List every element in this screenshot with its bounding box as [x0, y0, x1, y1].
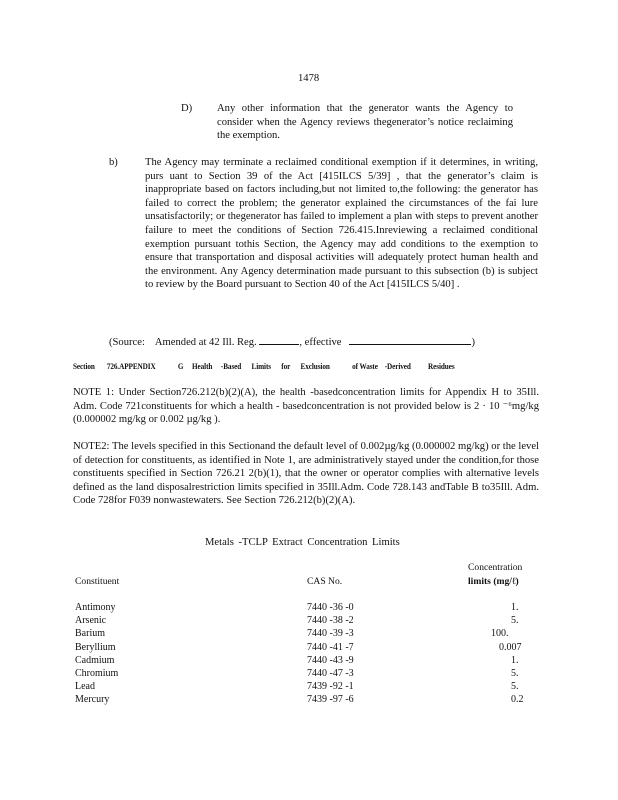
page-number: 1478 [298, 73, 320, 84]
col-header-cas: CAS No. [307, 576, 343, 587]
heading-word: 726.APPENDIX [106, 362, 156, 371]
table-row [75, 667, 551, 680]
cell-constituent: Lead [75, 681, 95, 693]
table-row [75, 627, 551, 640]
cell-limit: 100. [491, 628, 509, 640]
cell-cas: 7440 -39 -3 [307, 628, 354, 640]
note-2: NOTE2: The levels specified in this Sectionand the default level of 0.002µg/kg (0.000002 mg/kg) or the level of detection for constituents, as identified in Note 1, are administratively stayed under the condition,for those constituents specified in Section 726.21 2(b)(1), that the owner or operator complies with alternative levels defined as the land disposalrestriction limits specified in 35Ill.Adm. Code 728.143 andTable B to35Ill. Adm. Code 728for F039 nonwastewaters. See Section 726.212(b)(2)(A). [73, 441, 539, 507]
source-prefix: (Source: [109, 337, 145, 348]
source-effective: , effective [299, 337, 342, 348]
heading-word: Limits [251, 362, 271, 371]
cell-limit: 0.2 [511, 694, 524, 706]
table-title: Metals -TCLP Extract Concentration Limits [205, 537, 400, 548]
col-header-limits: limits (mg/ℓ) [468, 576, 519, 587]
cell-limit: 5. [511, 615, 519, 627]
cell-limit: 5. [511, 681, 519, 693]
source-line [109, 334, 475, 350]
cell-constituent: Beryllium [75, 641, 116, 653]
cell-cas: 7440 -41 -7 [307, 641, 354, 653]
heading-word: Health [192, 362, 213, 371]
cell-constituent: Chromium [75, 668, 119, 680]
table-row [75, 614, 551, 627]
cell-cas: 7439 -97 -6 [307, 694, 354, 706]
cell-constituent: Cadmium [75, 654, 115, 666]
heading-word: Residues [428, 362, 455, 371]
table-row [75, 680, 551, 693]
cell-constituent: Antimony [75, 602, 116, 613]
cell-limit: 5. [511, 668, 519, 680]
table-row [75, 693, 551, 706]
section-heading [73, 362, 455, 371]
heading-word: -Derived [384, 362, 411, 371]
source-amended: Amended at 42 Ill. Reg. [154, 337, 257, 348]
cell-limit: 0.007 [499, 641, 522, 653]
cell-cas: 7439 -92 -1 [307, 681, 354, 693]
source-close: ) [471, 337, 475, 348]
cell-cas: 7440 -43 -9 [307, 654, 354, 666]
table-row [75, 654, 551, 667]
item-b-text: The Agency may terminate a reclaimed conditional exemption if it determines, in writing, purs uant to Section 39 of the Act [415ILCS 5/39] , that the generator’s claim is inappropriate based on factors including,but not limited to,the following: the generator has failed to correct the problem; the generator explained the circumstances of the fai lure unsatisfactorily; or thegenerator has failed to implement a plan with steps to prevent another failure to meet the conditions of Section 726.415.Inreviewing a reclaimed conditional exemption pursuant tothis Section, the Agency may add conditions to the exemption to ensure that transportation and disposal activities will adequately protect human health and the environment. Any Agency determination made pursuant to this subsection (b) is subject to review by the Board pursuant to Section 40 of the Act [415ILCS 5/40] . [145, 157, 538, 291]
col-header-concentration: Concentration [468, 562, 523, 573]
item-d-label: D) [181, 103, 193, 114]
heading-word: -Based [220, 362, 242, 371]
metals-table [75, 601, 551, 707]
cell-cas: 7440 -36 -0 [307, 602, 354, 613]
cell-constituent: Arsenic [75, 615, 107, 627]
col-header-constituent: Constituent [75, 576, 120, 587]
heading-word: Section [73, 362, 95, 371]
cell-cas: 7440 -47 -3 [307, 668, 354, 680]
cell-constituent: Mercury [75, 694, 110, 706]
heading-word: of Waste [352, 362, 378, 371]
cell-limit: 1. [511, 654, 519, 666]
source-blank-reg [259, 334, 299, 345]
table-row [75, 601, 551, 614]
cell-limit: 1. [511, 602, 519, 613]
source-blank-date [349, 334, 471, 345]
note-1: NOTE 1: Under Section726.212(b)(2)(A), the health -basedconcentration limits for Appendix H to 35Ill. Adm. Code 721constituents for which a health - basedconcentration is not provided below is 2 · 10 ⁻⁶mg/kg (0.000002 mg/kg or 0.002 µg/kg ). [73, 387, 539, 426]
item-d-text: Any other information that the generator wants the Agency to consider when the Agency reviews thegenerator’s notice reclaiming the exemption. [217, 103, 513, 142]
metals-table-body [75, 601, 551, 707]
heading-word: for [281, 362, 291, 371]
heading-word: G [177, 362, 184, 371]
item-b-label: b) [109, 157, 118, 168]
heading-word: Exclusion [300, 362, 330, 371]
cell-constituent: Barium [75, 628, 105, 640]
table-row [75, 641, 551, 654]
cell-cas: 7440 -38 -2 [307, 615, 354, 627]
